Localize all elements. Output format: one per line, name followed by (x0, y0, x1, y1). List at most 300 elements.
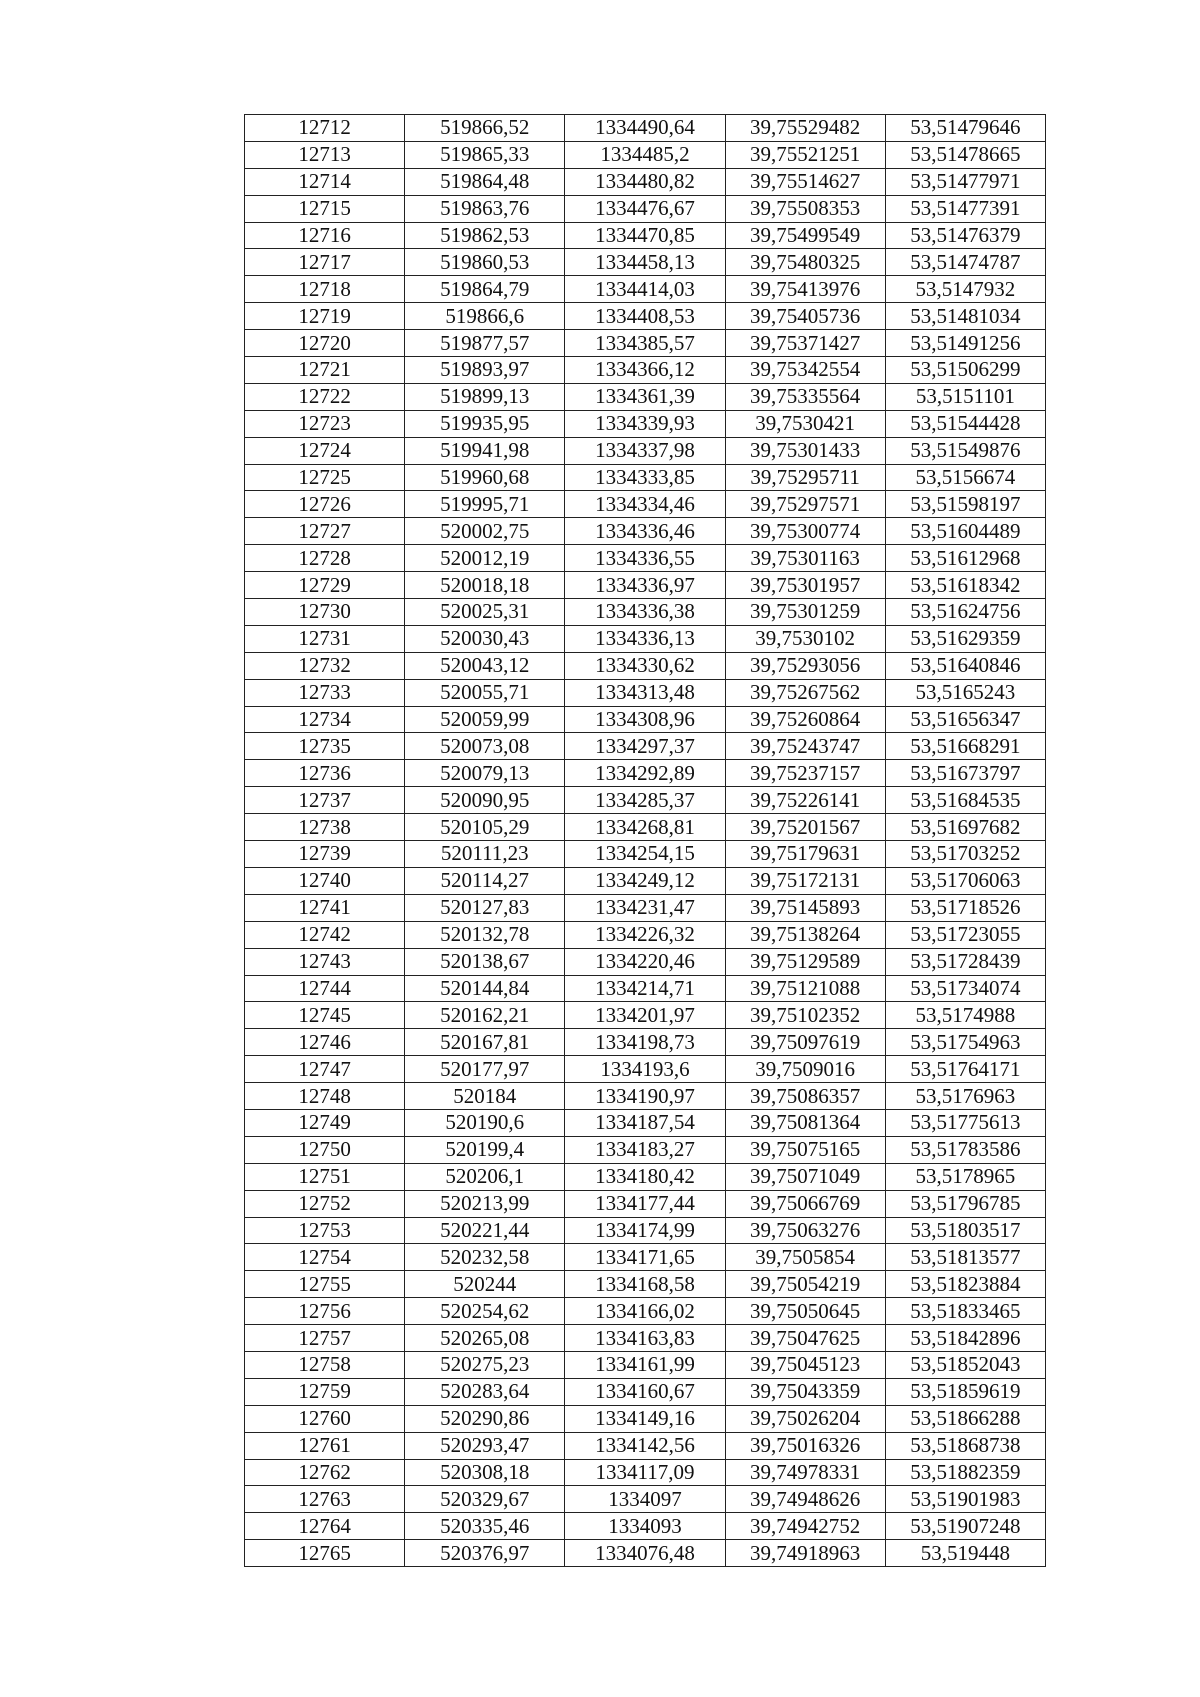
table-row (245, 545, 1046, 572)
longitude-cell: 39,75260864 (725, 706, 885, 733)
longitude-cell: 39,75301163 (725, 545, 885, 572)
point-number-cell: 12717 (245, 249, 405, 276)
point-number-cell: 12749 (245, 1109, 405, 1136)
y-coordinate-cell: 1334313,48 (565, 679, 725, 706)
x-coordinate-cell: 520012,19 (405, 545, 565, 572)
x-coordinate-cell: 520376,97 (405, 1540, 565, 1567)
point-number-cell: 12730 (245, 599, 405, 626)
point-number-cell: 12745 (245, 1002, 405, 1029)
x-coordinate-cell: 520290,86 (405, 1405, 565, 1432)
table-row (245, 1002, 1046, 1029)
longitude-cell: 39,75016326 (725, 1432, 885, 1459)
table-row (245, 787, 1046, 814)
longitude-cell: 39,75480325 (725, 249, 885, 276)
table-row (245, 1351, 1046, 1378)
latitude-cell: 53,51697682 (885, 814, 1045, 841)
table-row (245, 1298, 1046, 1325)
latitude-cell: 53,5178965 (885, 1163, 1045, 1190)
table-row (245, 115, 1046, 142)
longitude-cell: 39,75086357 (725, 1083, 885, 1110)
point-number-cell: 12718 (245, 276, 405, 303)
y-coordinate-cell: 1334336,97 (565, 572, 725, 599)
y-coordinate-cell: 1334166,02 (565, 1298, 725, 1325)
table-row (245, 330, 1046, 357)
x-coordinate-cell: 520162,21 (405, 1002, 565, 1029)
x-coordinate-cell: 519860,53 (405, 249, 565, 276)
point-number-cell: 12713 (245, 141, 405, 168)
x-coordinate-cell: 520177,97 (405, 1056, 565, 1083)
y-coordinate-cell: 1334190,97 (565, 1083, 725, 1110)
latitude-cell: 53,51668291 (885, 733, 1045, 760)
x-coordinate-cell: 520254,62 (405, 1298, 565, 1325)
latitude-cell: 53,51852043 (885, 1351, 1045, 1378)
longitude-cell: 39,75499549 (725, 222, 885, 249)
y-coordinate-cell: 1334385,57 (565, 330, 725, 357)
y-coordinate-cell: 1334198,73 (565, 1029, 725, 1056)
x-coordinate-cell: 519866,52 (405, 115, 565, 142)
y-coordinate-cell: 1334226,32 (565, 921, 725, 948)
x-coordinate-cell: 520002,75 (405, 518, 565, 545)
latitude-cell: 53,51703252 (885, 841, 1045, 868)
longitude-cell: 39,75047625 (725, 1325, 885, 1352)
table-row (245, 760, 1046, 787)
x-coordinate-cell: 520335,46 (405, 1513, 565, 1540)
y-coordinate-cell: 1334485,2 (565, 141, 725, 168)
longitude-cell: 39,75297571 (725, 491, 885, 518)
x-coordinate-cell: 520043,12 (405, 652, 565, 679)
longitude-cell: 39,75097619 (725, 1029, 885, 1056)
point-number-cell: 12739 (245, 841, 405, 868)
longitude-cell: 39,75335564 (725, 383, 885, 410)
x-coordinate-cell: 519865,33 (405, 141, 565, 168)
point-number-cell: 12725 (245, 464, 405, 491)
longitude-cell: 39,75102352 (725, 1002, 885, 1029)
table-row (245, 1109, 1046, 1136)
latitude-cell: 53,51506299 (885, 357, 1045, 384)
y-coordinate-cell: 1334171,65 (565, 1244, 725, 1271)
table-row (245, 518, 1046, 545)
x-coordinate-cell: 519864,79 (405, 276, 565, 303)
table-row (245, 1325, 1046, 1352)
longitude-cell: 39,75226141 (725, 787, 885, 814)
longitude-cell: 39,75293056 (725, 652, 885, 679)
latitude-cell: 53,51907248 (885, 1513, 1045, 1540)
x-coordinate-cell: 520127,83 (405, 894, 565, 921)
table-row (245, 733, 1046, 760)
y-coordinate-cell: 1334201,97 (565, 1002, 725, 1029)
point-number-cell: 12714 (245, 168, 405, 195)
table-row (245, 841, 1046, 868)
x-coordinate-cell: 520055,71 (405, 679, 565, 706)
y-coordinate-cell: 1334336,13 (565, 625, 725, 652)
point-number-cell: 12737 (245, 787, 405, 814)
table-row (245, 679, 1046, 706)
y-coordinate-cell: 1334093 (565, 1513, 725, 1540)
latitude-cell: 53,51803517 (885, 1217, 1045, 1244)
x-coordinate-cell: 520138,67 (405, 948, 565, 975)
x-coordinate-cell: 520293,47 (405, 1432, 565, 1459)
table-row (245, 1513, 1046, 1540)
y-coordinate-cell: 1334336,46 (565, 518, 725, 545)
y-coordinate-cell: 1334366,12 (565, 357, 725, 384)
y-coordinate-cell: 1334214,71 (565, 975, 725, 1002)
longitude-cell: 39,75026204 (725, 1405, 885, 1432)
x-coordinate-cell: 520167,81 (405, 1029, 565, 1056)
latitude-cell: 53,51491256 (885, 330, 1045, 357)
x-coordinate-cell: 519862,53 (405, 222, 565, 249)
point-number-cell: 12762 (245, 1459, 405, 1486)
x-coordinate-cell: 520184 (405, 1083, 565, 1110)
longitude-cell: 39,7530102 (725, 625, 885, 652)
table-row (245, 168, 1046, 195)
point-number-cell: 12748 (245, 1083, 405, 1110)
point-number-cell: 12733 (245, 679, 405, 706)
latitude-cell: 53,51823884 (885, 1271, 1045, 1298)
table-row (245, 410, 1046, 437)
longitude-cell: 39,75050645 (725, 1298, 885, 1325)
y-coordinate-cell: 1334177,44 (565, 1190, 725, 1217)
longitude-cell: 39,75295711 (725, 464, 885, 491)
latitude-cell: 53,5165243 (885, 679, 1045, 706)
longitude-cell: 39,75121088 (725, 975, 885, 1002)
x-coordinate-cell: 519877,57 (405, 330, 565, 357)
x-coordinate-cell: 520030,43 (405, 625, 565, 652)
point-number-cell: 12756 (245, 1298, 405, 1325)
y-coordinate-cell: 1334249,12 (565, 867, 725, 894)
y-coordinate-cell: 1334183,27 (565, 1136, 725, 1163)
x-coordinate-cell: 520206,1 (405, 1163, 565, 1190)
point-number-cell: 12741 (245, 894, 405, 921)
point-number-cell: 12734 (245, 706, 405, 733)
latitude-cell: 53,51549876 (885, 437, 1045, 464)
point-number-cell: 12731 (245, 625, 405, 652)
longitude-cell: 39,75066769 (725, 1190, 885, 1217)
longitude-cell: 39,75043359 (725, 1378, 885, 1405)
point-number-cell: 12724 (245, 437, 405, 464)
latitude-cell: 53,51656347 (885, 706, 1045, 733)
point-number-cell: 12723 (245, 410, 405, 437)
latitude-cell: 53,51684535 (885, 787, 1045, 814)
longitude-cell: 39,75138264 (725, 921, 885, 948)
latitude-cell: 53,51723055 (885, 921, 1045, 948)
latitude-cell: 53,51624756 (885, 599, 1045, 626)
table-row (245, 1083, 1046, 1110)
point-number-cell: 12758 (245, 1351, 405, 1378)
latitude-cell: 53,51783586 (885, 1136, 1045, 1163)
table-row (245, 867, 1046, 894)
y-coordinate-cell: 1334334,46 (565, 491, 725, 518)
point-number-cell: 12742 (245, 921, 405, 948)
y-coordinate-cell: 1334336,55 (565, 545, 725, 572)
table-row (245, 1217, 1046, 1244)
latitude-cell: 53,51842896 (885, 1325, 1045, 1352)
table-row (245, 921, 1046, 948)
x-coordinate-cell: 519995,71 (405, 491, 565, 518)
point-number-cell: 12755 (245, 1271, 405, 1298)
latitude-cell: 53,51629359 (885, 625, 1045, 652)
point-number-cell: 12719 (245, 303, 405, 330)
longitude-cell: 39,74948626 (725, 1486, 885, 1513)
table-row (245, 1540, 1046, 1567)
table-row (245, 276, 1046, 303)
latitude-cell: 53,51598197 (885, 491, 1045, 518)
y-coordinate-cell: 1334285,37 (565, 787, 725, 814)
x-coordinate-cell: 520132,78 (405, 921, 565, 948)
latitude-cell: 53,51544428 (885, 410, 1045, 437)
latitude-cell: 53,51859619 (885, 1378, 1045, 1405)
point-number-cell: 12759 (245, 1378, 405, 1405)
longitude-cell: 39,75172131 (725, 867, 885, 894)
longitude-cell: 39,75054219 (725, 1271, 885, 1298)
latitude-cell: 53,51813577 (885, 1244, 1045, 1271)
point-number-cell: 12750 (245, 1136, 405, 1163)
point-number-cell: 12720 (245, 330, 405, 357)
x-coordinate-cell: 520221,44 (405, 1217, 565, 1244)
table-row (245, 141, 1046, 168)
table-row (245, 1029, 1046, 1056)
latitude-cell: 53,51476379 (885, 222, 1045, 249)
table-row (245, 1271, 1046, 1298)
point-number-cell: 12743 (245, 948, 405, 975)
table-row (245, 383, 1046, 410)
y-coordinate-cell: 1334220,46 (565, 948, 725, 975)
point-number-cell: 12721 (245, 357, 405, 384)
x-coordinate-cell: 520199,4 (405, 1136, 565, 1163)
x-coordinate-cell: 520308,18 (405, 1459, 565, 1486)
latitude-cell: 53,5156674 (885, 464, 1045, 491)
y-coordinate-cell: 1334142,56 (565, 1432, 725, 1459)
longitude-cell: 39,75301259 (725, 599, 885, 626)
latitude-cell: 53,51775613 (885, 1109, 1045, 1136)
longitude-cell: 39,75301433 (725, 437, 885, 464)
y-coordinate-cell: 1334470,85 (565, 222, 725, 249)
x-coordinate-cell: 520073,08 (405, 733, 565, 760)
x-coordinate-cell: 520111,23 (405, 841, 565, 868)
x-coordinate-cell: 520059,99 (405, 706, 565, 733)
x-coordinate-cell: 520079,13 (405, 760, 565, 787)
longitude-cell: 39,75371427 (725, 330, 885, 357)
point-number-cell: 12753 (245, 1217, 405, 1244)
point-number-cell: 12744 (245, 975, 405, 1002)
point-number-cell: 12747 (245, 1056, 405, 1083)
longitude-cell: 39,75243747 (725, 733, 885, 760)
point-number-cell: 12763 (245, 1486, 405, 1513)
table-row (245, 814, 1046, 841)
longitude-cell: 39,75237157 (725, 760, 885, 787)
latitude-cell: 53,519448 (885, 1540, 1045, 1567)
longitude-cell: 39,75045123 (725, 1351, 885, 1378)
x-coordinate-cell: 520244 (405, 1271, 565, 1298)
y-coordinate-cell: 1334168,58 (565, 1271, 725, 1298)
point-number-cell: 12715 (245, 195, 405, 222)
y-coordinate-cell: 1334480,82 (565, 168, 725, 195)
longitude-cell: 39,74942752 (725, 1513, 885, 1540)
x-coordinate-cell: 520283,64 (405, 1378, 565, 1405)
longitude-cell: 39,75075165 (725, 1136, 885, 1163)
y-coordinate-cell: 1334414,03 (565, 276, 725, 303)
table-row (245, 948, 1046, 975)
coordinates-table-body (245, 115, 1046, 1567)
y-coordinate-cell: 1334268,81 (565, 814, 725, 841)
table-row (245, 1244, 1046, 1271)
latitude-cell: 53,51764171 (885, 1056, 1045, 1083)
table-row (245, 599, 1046, 626)
longitude-cell: 39,75514627 (725, 168, 885, 195)
longitude-cell: 39,75405736 (725, 303, 885, 330)
table-row (245, 1190, 1046, 1217)
table-row (245, 464, 1046, 491)
y-coordinate-cell: 1334336,38 (565, 599, 725, 626)
latitude-cell: 53,51754963 (885, 1029, 1045, 1056)
y-coordinate-cell: 1334231,47 (565, 894, 725, 921)
x-coordinate-cell: 520190,6 (405, 1109, 565, 1136)
y-coordinate-cell: 1334476,67 (565, 195, 725, 222)
table-row (245, 222, 1046, 249)
point-number-cell: 12765 (245, 1540, 405, 1567)
x-coordinate-cell: 519863,76 (405, 195, 565, 222)
point-number-cell: 12712 (245, 115, 405, 142)
latitude-cell: 53,51796785 (885, 1190, 1045, 1217)
latitude-cell: 53,51604489 (885, 518, 1045, 545)
table-row (245, 491, 1046, 518)
point-number-cell: 12736 (245, 760, 405, 787)
point-number-cell: 12752 (245, 1190, 405, 1217)
point-number-cell: 12732 (245, 652, 405, 679)
table-row (245, 357, 1046, 384)
point-number-cell: 12716 (245, 222, 405, 249)
x-coordinate-cell: 519864,48 (405, 168, 565, 195)
longitude-cell: 39,75145893 (725, 894, 885, 921)
point-number-cell: 12728 (245, 545, 405, 572)
y-coordinate-cell: 1334254,15 (565, 841, 725, 868)
table-row (245, 572, 1046, 599)
table-row (245, 975, 1046, 1002)
x-coordinate-cell: 519899,13 (405, 383, 565, 410)
x-coordinate-cell: 520329,67 (405, 1486, 565, 1513)
table-row (245, 1405, 1046, 1432)
table-row (245, 195, 1046, 222)
y-coordinate-cell: 1334361,39 (565, 383, 725, 410)
table-row (245, 1163, 1046, 1190)
longitude-cell: 39,75267562 (725, 679, 885, 706)
table-row (245, 1432, 1046, 1459)
table-row (245, 1136, 1046, 1163)
table-row (245, 706, 1046, 733)
latitude-cell: 53,51481034 (885, 303, 1045, 330)
y-coordinate-cell: 1334163,83 (565, 1325, 725, 1352)
x-coordinate-cell: 520114,27 (405, 867, 565, 894)
longitude-cell: 39,74978331 (725, 1459, 885, 1486)
x-coordinate-cell: 520025,31 (405, 599, 565, 626)
table-row (245, 625, 1046, 652)
point-number-cell: 12761 (245, 1432, 405, 1459)
table-row (245, 652, 1046, 679)
table-row (245, 1486, 1046, 1513)
longitude-cell: 39,75081364 (725, 1109, 885, 1136)
latitude-cell: 53,5174988 (885, 1002, 1045, 1029)
x-coordinate-cell: 520275,23 (405, 1351, 565, 1378)
point-number-cell: 12726 (245, 491, 405, 518)
y-coordinate-cell: 1334174,99 (565, 1217, 725, 1244)
longitude-cell: 39,75129589 (725, 948, 885, 975)
longitude-cell: 39,75201567 (725, 814, 885, 841)
latitude-cell: 53,51477391 (885, 195, 1045, 222)
y-coordinate-cell: 1334458,13 (565, 249, 725, 276)
y-coordinate-cell: 1334337,98 (565, 437, 725, 464)
table-row (245, 1378, 1046, 1405)
latitude-cell: 53,51618342 (885, 572, 1045, 599)
coordinates-table (244, 114, 1046, 1567)
longitude-cell: 39,75179631 (725, 841, 885, 868)
latitude-cell: 53,51866288 (885, 1405, 1045, 1432)
y-coordinate-cell: 1334333,85 (565, 464, 725, 491)
x-coordinate-cell: 519893,97 (405, 357, 565, 384)
point-number-cell: 12722 (245, 383, 405, 410)
latitude-cell: 53,51734074 (885, 975, 1045, 1002)
y-coordinate-cell: 1334490,64 (565, 115, 725, 142)
longitude-cell: 39,7505854 (725, 1244, 885, 1271)
longitude-cell: 39,75301957 (725, 572, 885, 599)
latitude-cell: 53,51478665 (885, 141, 1045, 168)
longitude-cell: 39,75342554 (725, 357, 885, 384)
table-row (245, 437, 1046, 464)
longitude-cell: 39,75521251 (725, 141, 885, 168)
x-coordinate-cell: 519960,68 (405, 464, 565, 491)
latitude-cell: 53,51474787 (885, 249, 1045, 276)
longitude-cell: 39,75071049 (725, 1163, 885, 1190)
latitude-cell: 53,51477971 (885, 168, 1045, 195)
longitude-cell: 39,75063276 (725, 1217, 885, 1244)
y-coordinate-cell: 1334339,93 (565, 410, 725, 437)
y-coordinate-cell: 1334297,37 (565, 733, 725, 760)
y-coordinate-cell: 1334408,53 (565, 303, 725, 330)
point-number-cell: 12754 (245, 1244, 405, 1271)
x-coordinate-cell: 520265,08 (405, 1325, 565, 1352)
longitude-cell: 39,7509016 (725, 1056, 885, 1083)
point-number-cell: 12751 (245, 1163, 405, 1190)
y-coordinate-cell: 1334160,67 (565, 1378, 725, 1405)
table-row (245, 894, 1046, 921)
y-coordinate-cell: 1334292,89 (565, 760, 725, 787)
point-number-cell: 12746 (245, 1029, 405, 1056)
table-row (245, 1056, 1046, 1083)
latitude-cell: 53,51718526 (885, 894, 1045, 921)
table-row (245, 303, 1046, 330)
longitude-cell: 39,75508353 (725, 195, 885, 222)
longitude-cell: 39,75529482 (725, 115, 885, 142)
latitude-cell: 53,51640846 (885, 652, 1045, 679)
longitude-cell: 39,7530421 (725, 410, 885, 437)
latitude-cell: 53,5151101 (885, 383, 1045, 410)
latitude-cell: 53,51901983 (885, 1486, 1045, 1513)
point-number-cell: 12757 (245, 1325, 405, 1352)
longitude-cell: 39,75300774 (725, 518, 885, 545)
x-coordinate-cell: 520144,84 (405, 975, 565, 1002)
point-number-cell: 12735 (245, 733, 405, 760)
y-coordinate-cell: 1334097 (565, 1486, 725, 1513)
point-number-cell: 12738 (245, 814, 405, 841)
point-number-cell: 12764 (245, 1513, 405, 1540)
x-coordinate-cell: 520213,99 (405, 1190, 565, 1217)
longitude-cell: 39,74918963 (725, 1540, 885, 1567)
y-coordinate-cell: 1334193,6 (565, 1056, 725, 1083)
x-coordinate-cell: 520090,95 (405, 787, 565, 814)
x-coordinate-cell: 520105,29 (405, 814, 565, 841)
x-coordinate-cell: 520232,58 (405, 1244, 565, 1271)
latitude-cell: 53,51868738 (885, 1432, 1045, 1459)
y-coordinate-cell: 1334161,99 (565, 1351, 725, 1378)
latitude-cell: 53,51612968 (885, 545, 1045, 572)
